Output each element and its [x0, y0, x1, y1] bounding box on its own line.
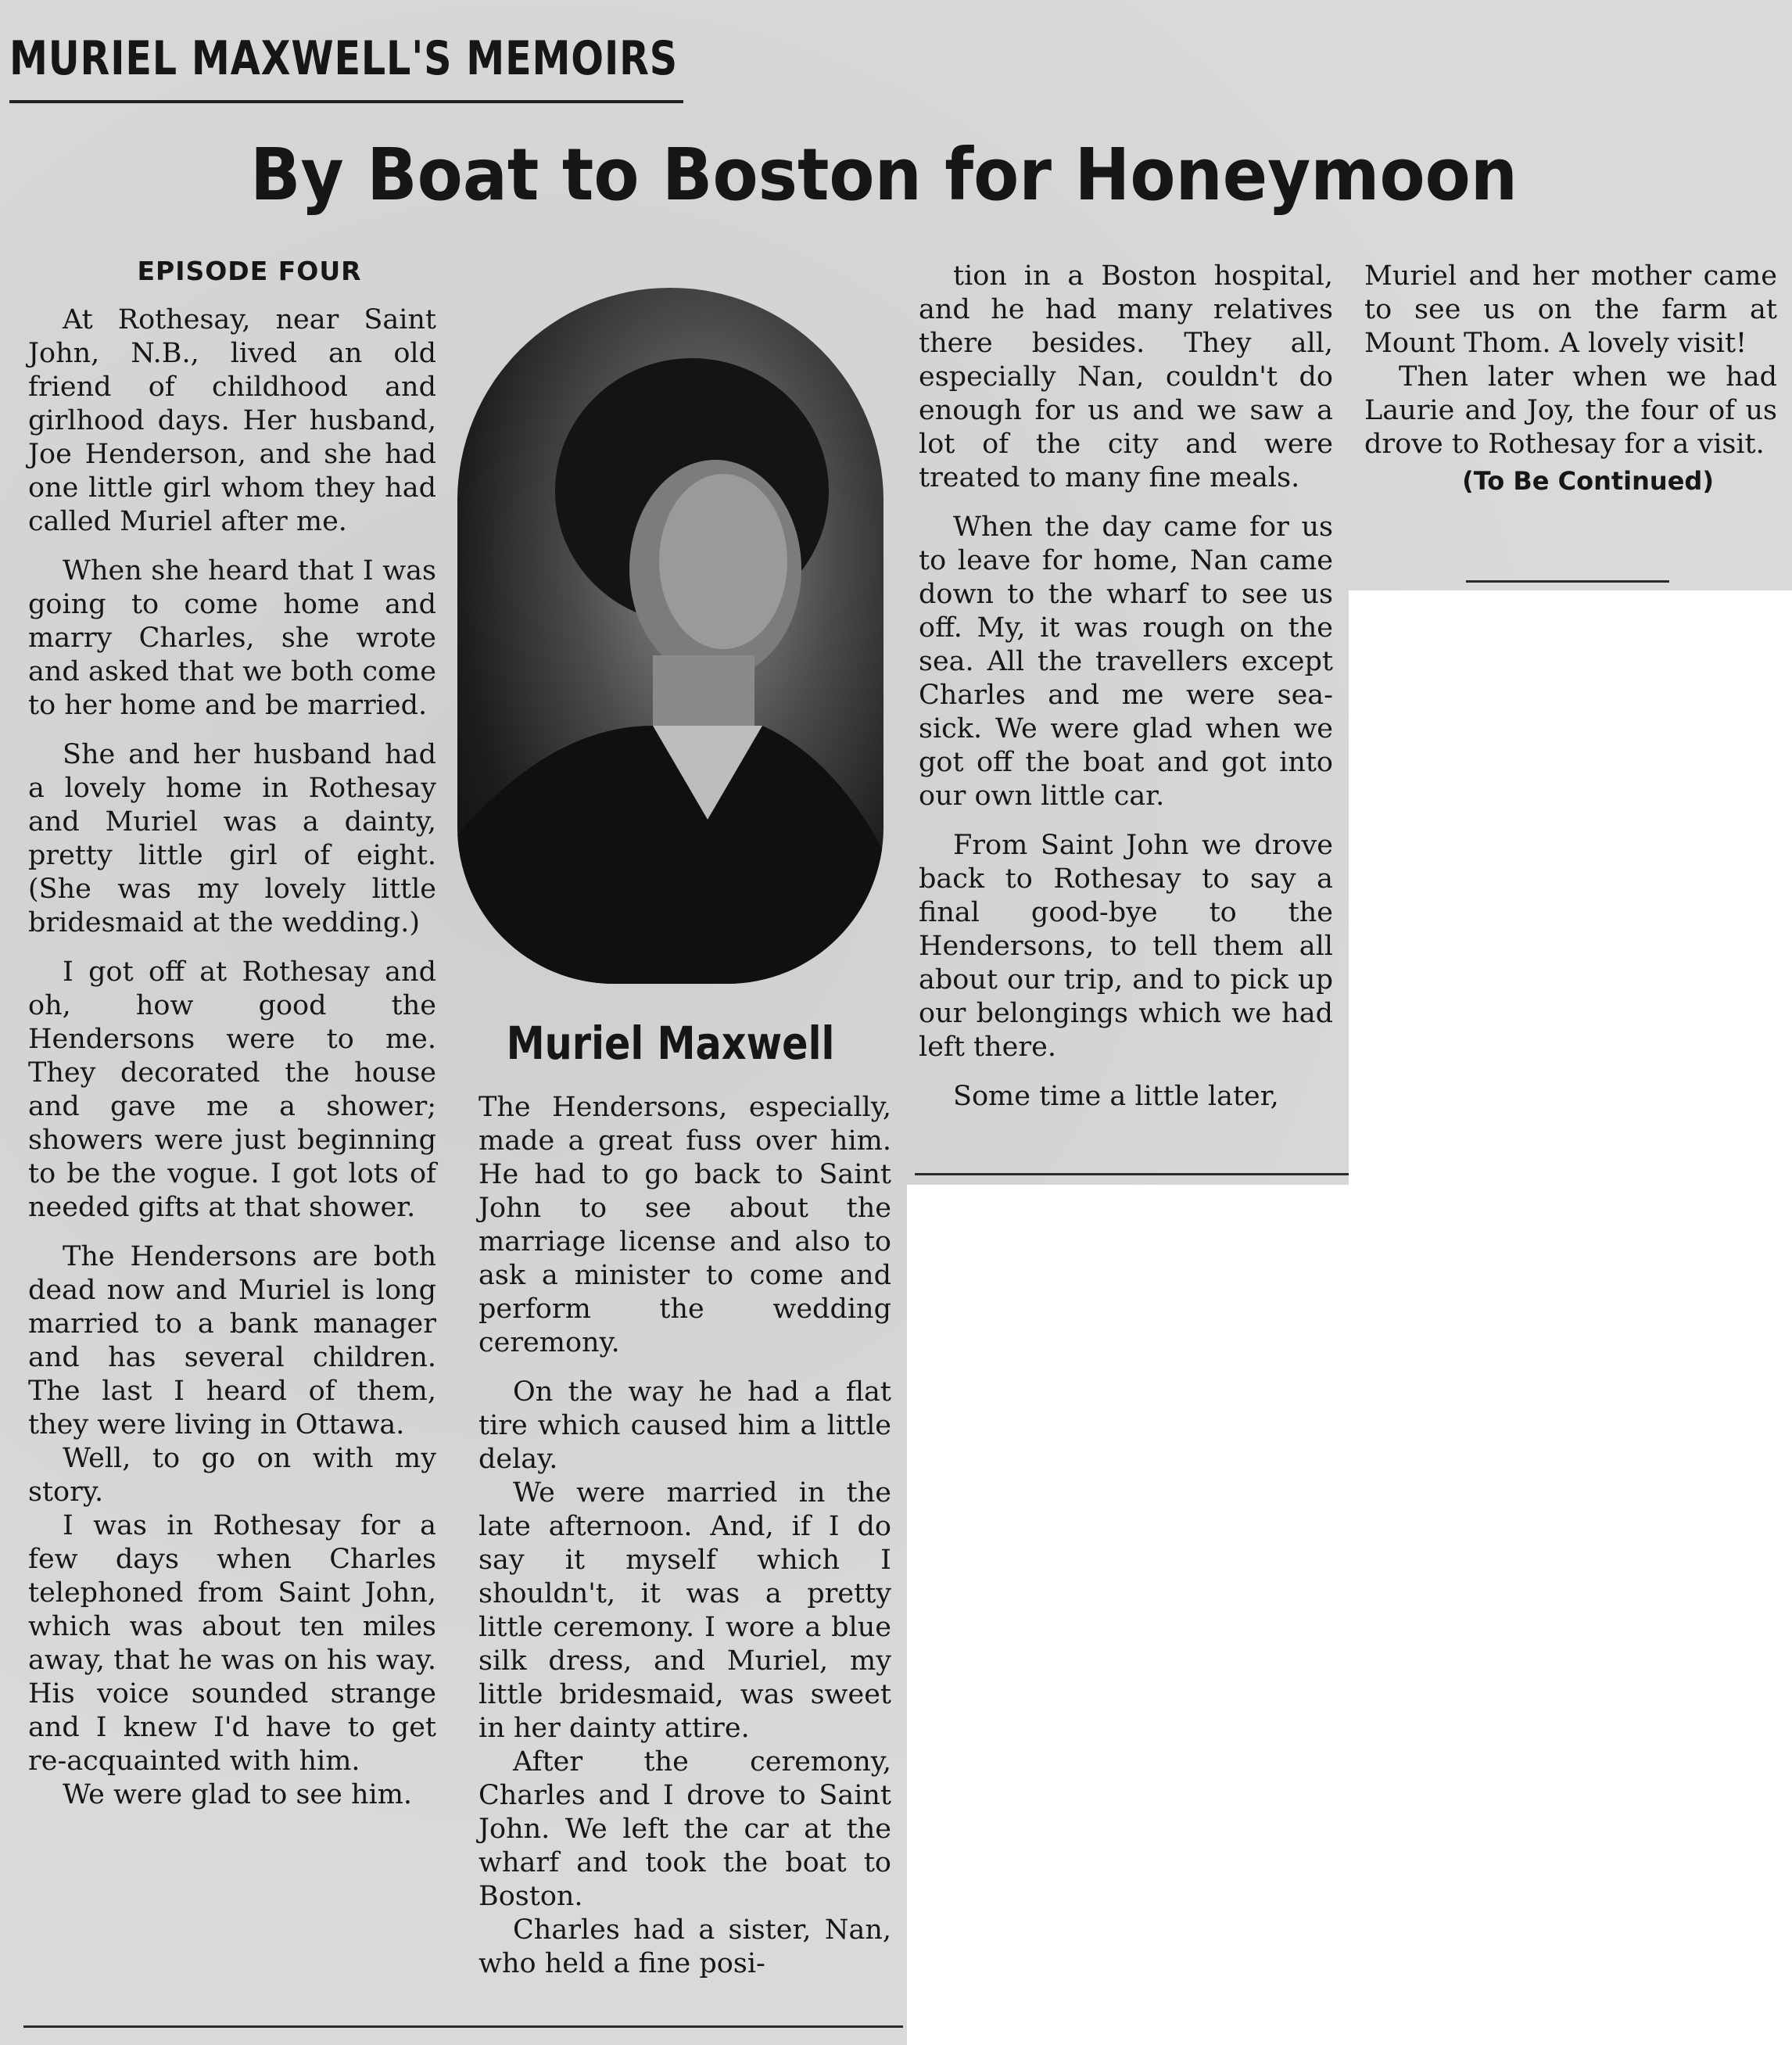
article-column-4	[1364, 260, 1777, 514]
paragraph: tion in a Boston hospital, and he had many relatives there besides. They all, especially Nan, couldn't do enough for us and we saw a lot of the city and were treated to many fine meals.	[919, 260, 1333, 493]
column-3-end-rule	[915, 1173, 1349, 1175]
paragraph: Then later when we had Laurie and Joy, the four of us drove to Rothesay for a visit.	[1364, 361, 1777, 460]
masthead-underline	[9, 100, 683, 103]
paragraph: We were glad to see him.	[63, 1779, 413, 1810]
to-be-continued: (To Be Continued)	[1462, 466, 1714, 496]
paragraph: Charles had a sister, Nan, who held a fine posi-	[478, 1914, 891, 1979]
portrait-photo-icon	[457, 288, 883, 984]
article-column-2	[478, 1091, 891, 1981]
paragraph: Some time a little later,	[953, 1081, 1279, 1112]
article-headline: By Boat to Boston for Honeymoon	[250, 133, 1518, 217]
paragraph: Well, to go on with my story.	[28, 1443, 436, 1508]
paragraph: On the way he had a flat tire which caused him a little delay.	[478, 1376, 891, 1475]
paragraph: I got off at Rothesay and oh, how good the Hendersons were to me. They decorated the house and gave me a shower; showers were just beginning to be the vogue. I got lots of needed gifts at that shower.	[28, 956, 436, 1223]
paragraph: She and her husband had a lovely home in Rothesay and Muriel was a dainty, pretty little girl of eight. (She was my lovely little bridesmaid at the wedding.)	[28, 739, 436, 938]
article-column-3	[919, 260, 1333, 1129]
paragraph: At Rothesay, near Saint John, N.B., lived an old friend of childhood and girlhood days. Her husband, Joe Henderson, and she had one little girl whom they had called Muriel after me.	[28, 304, 436, 537]
paragraph: Muriel and her mother came to see us on the farm at Mount Thom. A lovely visit!	[1364, 260, 1777, 359]
paragraph: From Saint John we drove back to Rothesay to say a final good-bye to the Hendersons, to tell them all about our trip, and to pick up our belongings which we had left there.	[919, 830, 1333, 1063]
paragraph: When she heard that I was going to come home and marry Charles, she wrote and asked that we both come to her home and be married.	[28, 555, 436, 721]
paragraph: When the day came for us to leave for home, Nan came down to the wharf to see us off. My, it was rough on the sea. All the travellers except Charles and me were sea-sick. We were glad when we got off the boat and got into our own little car.	[919, 511, 1333, 812]
column-masthead: MURIEL MAXWELL'S MEMOIRS	[9, 31, 679, 86]
paragraph: The Hendersons, especially, made a great fuss over him. He had to go back to Saint John to see about the marriage license and also to ask a minister to come and perform the wedding ceremony.	[478, 1092, 891, 1358]
bottom-rule	[23, 2025, 903, 2028]
column-4-end-rule	[1466, 580, 1669, 583]
paragraph: The Hendersons are both dead now and Muriel is long married to a bank manager and has several children. The last I heard of them, they were living in Ottawa.	[28, 1241, 436, 1440]
photo-caption: Muriel Maxwell	[506, 1017, 835, 1070]
paragraph: I was in Rothesay for a few days when Charles telephoned from Saint John, which was about ten miles away, that he was on his way. His voice sounded strange and I knew I'd have to get re-acquainted with him.	[28, 1510, 436, 1777]
episode-label: EPISODE FOUR	[137, 256, 362, 286]
paragraph: After the ceremony, Charles and I drove to Saint John. We left the car at the wharf and took the boat to Boston.	[478, 1746, 891, 1912]
article-column-1	[28, 254, 436, 1812]
paragraph: We were married in the late afternoon. And, if I do say it myself which I shouldn't, it was a pretty little ceremony. I wore a blue silk dress, and Muriel, my little bridesmaid, was sweet in her dainty attire.	[478, 1477, 891, 1744]
